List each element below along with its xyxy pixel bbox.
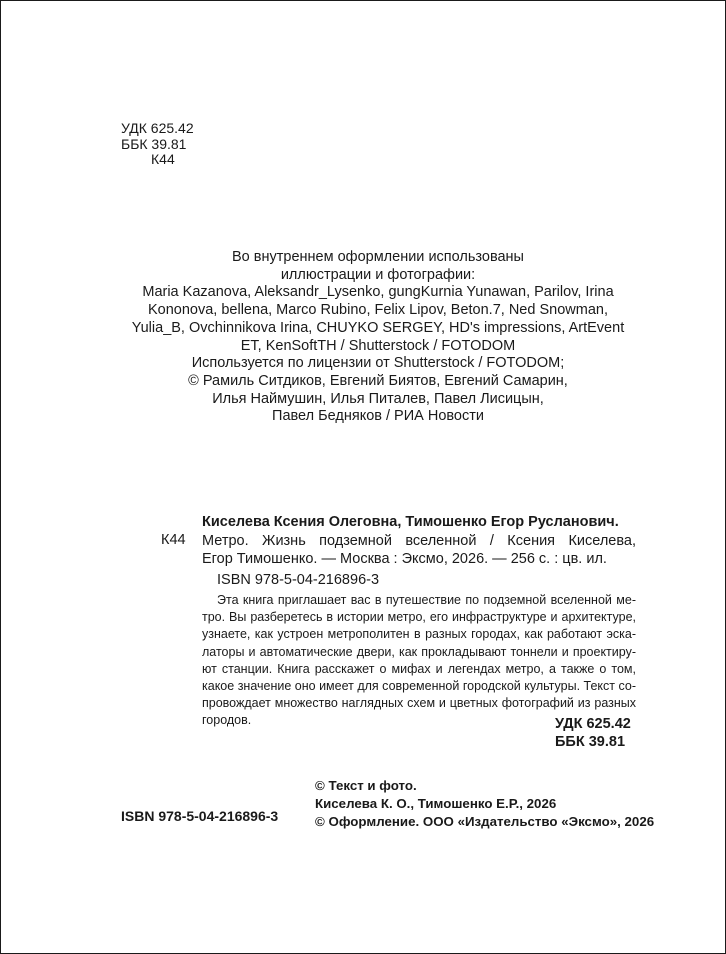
copyright-line: © Текст и фото. <box>315 778 417 793</box>
credits-line: Kononova, bellena, Marco Rubino, Felix Lipov, Beton.7, Ned Snowman, <box>148 302 608 319</box>
annotation-line: тро. Вы разберетесь в истории метро, его инфраструктуре и архитектуре, <box>202 610 636 625</box>
classification <box>555 715 631 751</box>
credits-line: Maria Kazanova, Aleksandr_Lysenko, gungKurnia Yunawan, Parilov, Irina <box>142 284 614 301</box>
annotation-line: узнаете, как устроен метрополитен в разных городах, как работают эска- <box>202 627 636 642</box>
annotation-line: латоры и автоматические двери, как прокладывают тоннели и проектиру- <box>202 644 636 659</box>
classification-bbk: ББК 39.81 <box>555 734 626 750</box>
udk-code: УДК 625.42 <box>121 120 194 136</box>
record-author-mark: К44 <box>161 532 186 548</box>
index-codes <box>121 121 194 168</box>
illustration-credits <box>0 249 726 426</box>
copyright-line: Киселева К. О., Тимошенко Е.Р., 2026 <box>315 796 557 811</box>
annotation-line: какое значение оно имеет для современной городской культуры. Текст со- <box>202 679 636 694</box>
annotation-line: городов. <box>202 713 252 728</box>
annotation-line: Эта книга приглашает вас в путешествие по подземной вселенной ме- <box>217 593 636 607</box>
credits-line: Павел Бедняков / РИА Новости <box>272 408 484 425</box>
title-line: Метро. Жизнь подземной вселенной / Ксения Киселева, <box>202 533 636 549</box>
authors-heading: Киселева Ксения Олеговна, Тимошенко Егор Русланович. <box>202 514 619 530</box>
bibliographic-description <box>202 532 636 568</box>
copyright-block <box>315 777 654 831</box>
credits-line: Yulia_B, Ovchinnikova Irina, CHUYKO SERGEY, HD's impressions, ArtEvent <box>131 319 625 336</box>
annotation-line: провождает множество наглядных схем и цветных фотографий из разных <box>202 696 636 711</box>
bbk-code: ББК 39.81 <box>121 135 187 152</box>
classification-udk: УДК 625.42 <box>555 716 631 732</box>
annotation-line: ют станции. Книга расскажет о мифах и легендах метро, а также о том, <box>202 661 636 676</box>
copyright-line: © Оформление. ООО «Издательство «Эксмо», 2026 <box>315 814 655 829</box>
record-isbn: ISBN 978-5-04-216896-3 <box>217 572 380 588</box>
credits-line: Во внутреннем оформлении использованы <box>232 249 524 265</box>
credits-line: Илья Наймушин, Илья Питалев, Павел Лисицын, <box>212 390 544 407</box>
annotation <box>202 592 636 730</box>
imprint-line: Егор Тимошенко. — Москва : Эксмо, 2026. — 256 с. : цв. ил. <box>202 551 607 567</box>
credits-line: иллюстрации и фотографии: <box>280 266 476 283</box>
author-mark: К44 <box>151 151 175 167</box>
credits-line: © Рамиль Ситдиков, Евгений Биятов, Евгений Самарин, <box>188 372 568 389</box>
credits-line: Используется по лицензии от Shutterstock / FOTODOM; <box>191 355 565 372</box>
credits-line: ET, KenSoftTH / Shutterstock / FOTODOM <box>240 337 516 354</box>
isbn-bottom: ISBN 978-5-04-216896-3 <box>121 808 279 824</box>
